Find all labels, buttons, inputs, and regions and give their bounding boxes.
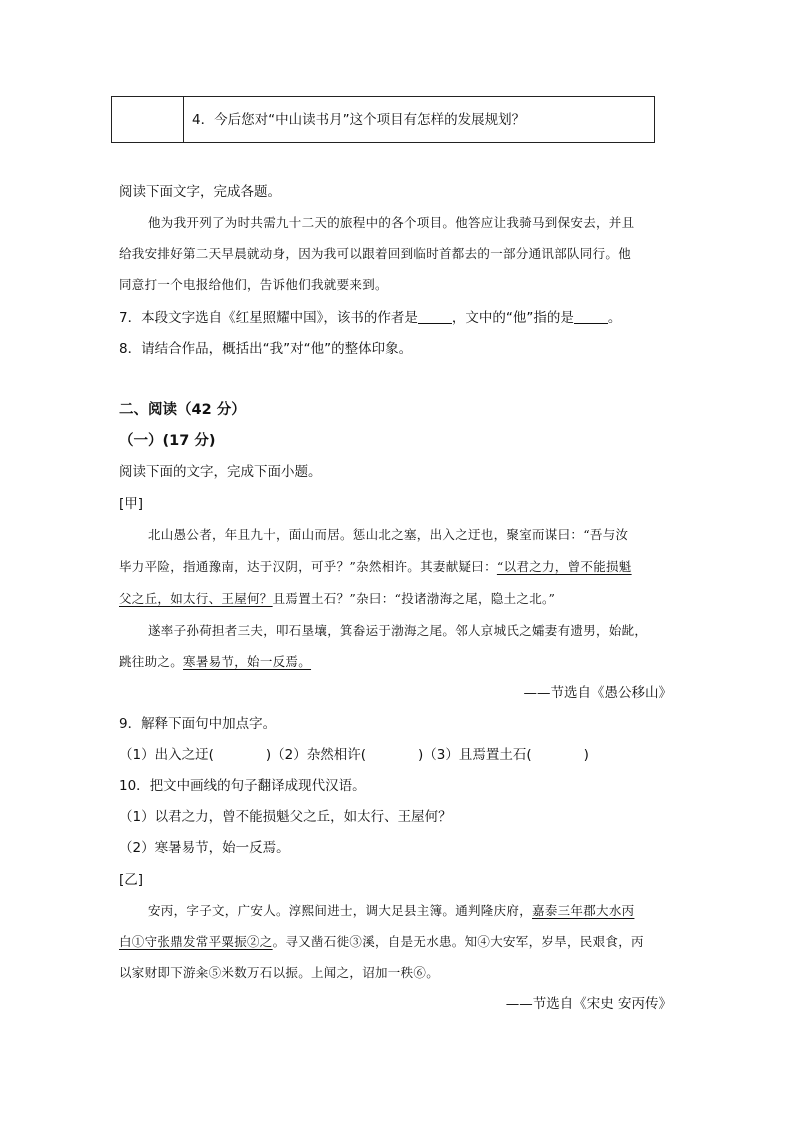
answer-blank[interactable] <box>574 310 608 324</box>
yi-source: ——节选自《宋史 安丙传》 <box>505 996 672 1012</box>
jia-line-3 <box>119 589 555 609</box>
jia-text: 且焉置土石？”杂曰：“投诸渤海之尾，隐土之北。” <box>272 591 556 606</box>
q9-item-1: （1）出入之迂( <box>119 747 214 763</box>
jia-line-4: 遂率子孙荷担者三夫，叩石垦壤，箕畚运于渤海之尾。邻人京城氏之孀妻有遗男，始龀， <box>148 623 648 638</box>
passage-label-jia: [甲] <box>119 496 144 512</box>
yi-line-1 <box>148 901 634 921</box>
yi-line-2 <box>119 932 644 952</box>
passage-line: 同意打一个电报给他们，告诉他们我就要来到。 <box>119 277 388 292</box>
reading-intro: 阅读下面文字，完成各题。 <box>119 184 281 200</box>
section-title: 二、阅读（42 分） <box>119 402 246 418</box>
q9-item-2: )（2）杂然相许( <box>265 747 366 763</box>
question-10: 10．把文中画线的句子翻译成现代汉语。 <box>119 778 366 794</box>
underlined-sentence: 寒暑易节，始一反焉。 <box>183 654 312 669</box>
jia-source: ——节选自《愚公移山》 <box>523 685 672 701</box>
jia-line-1: 北山愚公者，年且九十，面山而居。惩山北之塞，出入之迂也，聚室而谋曰：“吾与汝 <box>148 527 629 542</box>
question-10-sentence-2: （2）寒暑易节，始一反焉。 <box>119 840 290 856</box>
yi-line-3: 以家财即下游籴⑤米数万石以振。上闻之，诏加一秩⑥。 <box>119 965 440 980</box>
q7-text-c: 。 <box>607 310 622 326</box>
yi-text: 安丙，字子文，广安人。淳熙间进士，调大足县主簿。通判隆庆府， <box>148 903 533 918</box>
answer-blank[interactable] <box>418 310 452 324</box>
underlined-sentence: “以君之力，曾不能损魁 <box>496 559 632 574</box>
jia-text: 毕力平险，指通豫南，达于汉阴，可乎？”杂然相许。其妻献疑曰： <box>119 559 497 574</box>
interview-table <box>111 96 655 143</box>
yi-text: 。寻又凿石徙③溪，自是无水患。知④大安军，岁旱，民艰食，丙 <box>272 934 644 949</box>
q7-text-a: 7．本段文字选自《红星照耀中国》，该书的作者是 <box>119 310 418 326</box>
question-9: 9．解释下面句中加点字。 <box>119 716 277 732</box>
underlined-sentence: 白①守张鼎发常平粟振②之 <box>119 934 273 949</box>
jia-line-2 <box>119 557 632 577</box>
question-7 <box>119 308 621 328</box>
passage-line: 他为我开列了为时共需九十二天的旅程中的各个项目。他答应让我骑马到保安去，并且 <box>148 215 635 230</box>
jia-line-5 <box>119 652 311 672</box>
question-10-sentence-1: （1）以君之力，曾不能损魁父之丘，如太行、王屋何？ <box>119 809 452 825</box>
passage-label-yi: [乙] <box>119 872 144 888</box>
underlined-sentence: 嘉泰三年郡大水丙 <box>532 903 635 918</box>
question-9-items <box>119 745 589 765</box>
underlined-sentence: 父之丘，如太行、王屋何？ <box>119 591 273 606</box>
question-8: 8．请结合作品，概括出“我”对“他”的整体印象。 <box>119 341 413 357</box>
passage-line: 给我安排好第二天早晨就动身，因为我可以跟着回到临时首都去的一部分通讯部队同行。他 <box>119 246 632 261</box>
reading-intro-2: 阅读下面的文字，完成下面小题。 <box>119 464 322 480</box>
subsection-title: （一）(17 分) <box>119 433 216 449</box>
jia-text: 跳往助之。 <box>119 654 184 669</box>
table-cell-empty <box>112 97 184 142</box>
q9-close: ) <box>583 747 589 763</box>
q9-item-3: )（3）且焉置土石( <box>417 747 532 763</box>
q7-text-b: ，文中的“他”指的是 <box>451 310 574 326</box>
table-cell-question: 4．今后您对“中山读书月”这个项目有怎样的发展规划？ <box>192 112 526 128</box>
